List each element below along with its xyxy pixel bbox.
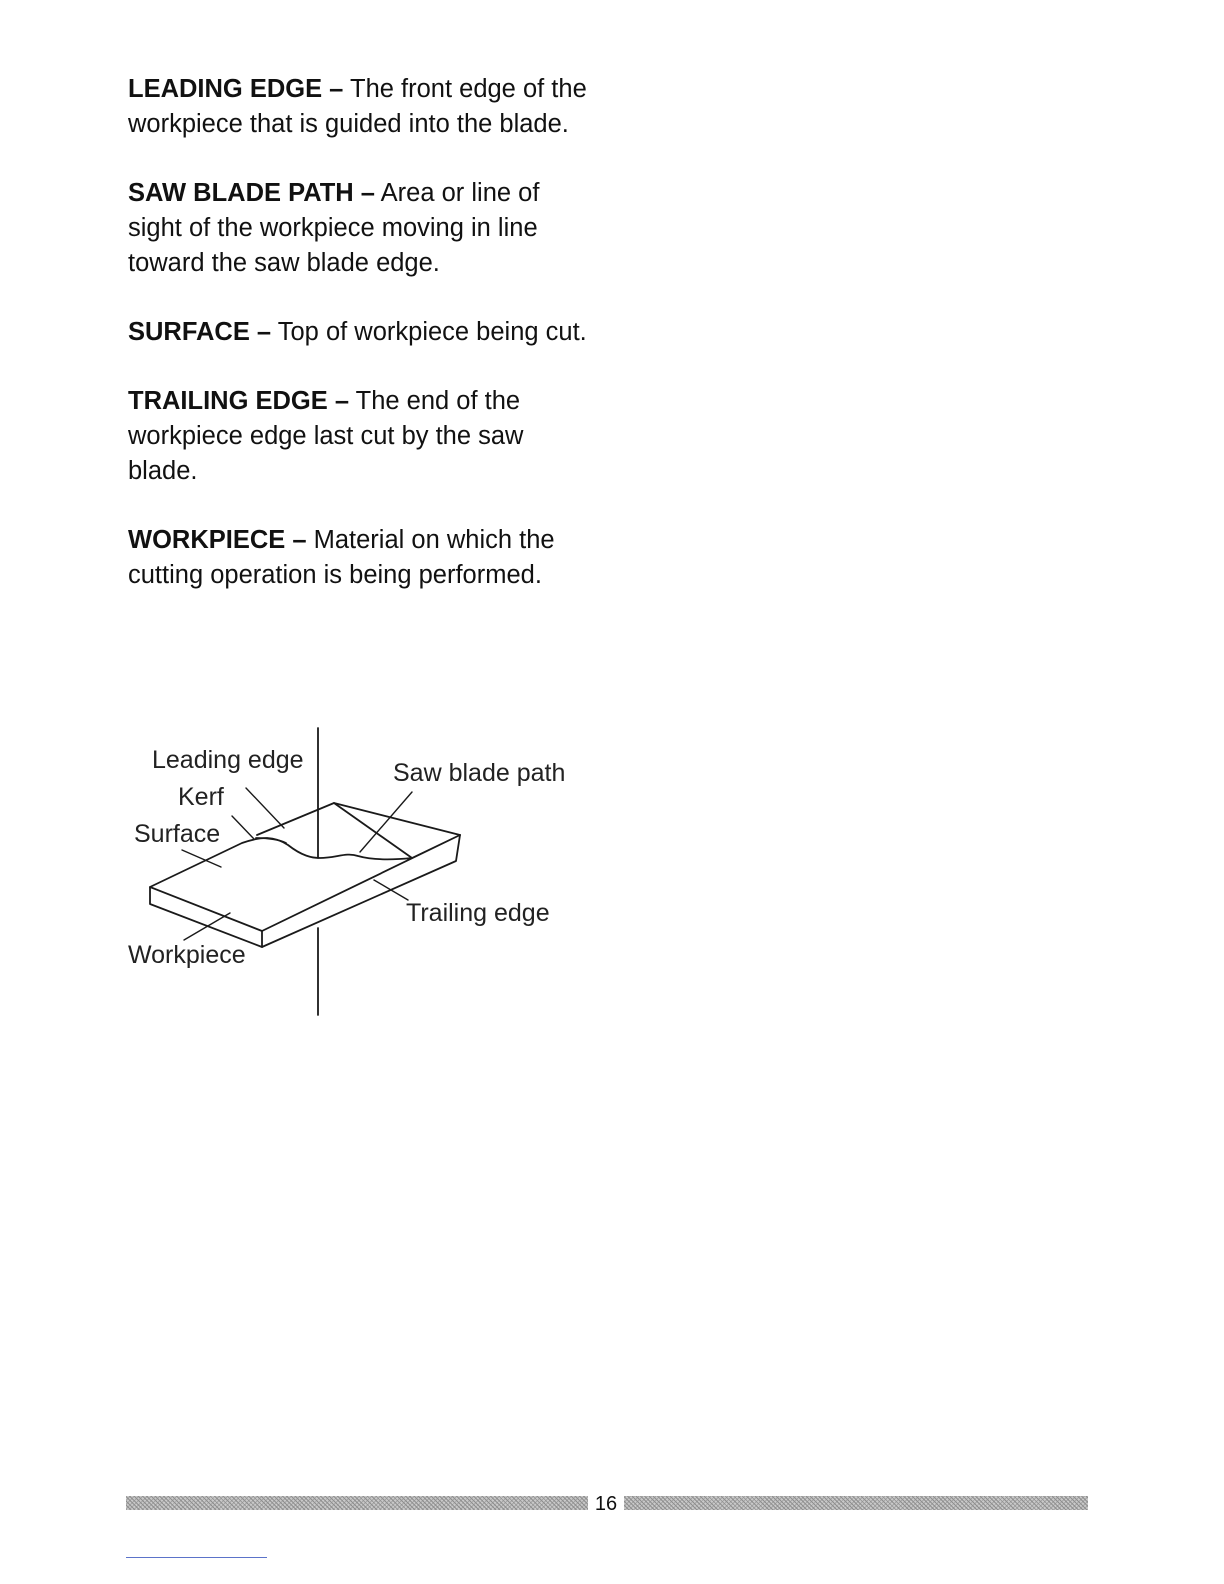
term: LEADING EDGE – [128, 75, 344, 103]
definition-text: The end of the workpiece edge last cut by the saw blade. [128, 387, 524, 485]
term: WORKPIECE – [128, 526, 307, 554]
workpiece-diagram [120, 720, 590, 1020]
label-surface: Surface [134, 820, 221, 848]
leader-surface [182, 850, 221, 867]
definition-surface [128, 315, 588, 350]
footer-band-left [126, 1496, 588, 1510]
definition-text: The front edge of the workpiece that is guided into the blade. [128, 75, 587, 138]
leader-kerf [232, 816, 254, 839]
footer-band-right [624, 1496, 1088, 1510]
leader-trailing-edge [374, 880, 408, 900]
leader-saw-blade-path [360, 792, 412, 852]
definition-workpiece [128, 523, 588, 593]
board-front-face [150, 887, 262, 947]
label-kerf: Kerf [178, 783, 224, 811]
bottom-rule [126, 1557, 267, 1558]
blade-path-inner-line [334, 803, 412, 858]
leader-workpiece [184, 913, 230, 940]
page-number: 16 [594, 1493, 618, 1515]
term: SURFACE – [128, 318, 272, 346]
term: SAW BLADE PATH – [128, 179, 375, 207]
definition-trailing-edge [128, 384, 588, 489]
label-leading-edge: Leading edge [152, 746, 304, 774]
blade-path-far-edge [257, 803, 460, 835]
leader-leading-edge [246, 788, 284, 828]
label-workpiece: Workpiece [128, 941, 246, 969]
label-saw-blade-path: Saw blade path [393, 759, 566, 787]
definition-text: Area or line of sight of the workpiece moving in line toward the saw blade edge. [128, 179, 540, 277]
label-trailing-edge: Trailing edge [406, 899, 550, 927]
definition-text: Top of workpiece being cut. [271, 318, 587, 346]
term: TRAILING EDGE – [128, 387, 350, 415]
page-footer [126, 1492, 1088, 1518]
definition-text: Material on which the cutting operation is being performed. [128, 526, 555, 589]
definition-leading-edge [128, 72, 588, 142]
definition-saw-blade-path [128, 176, 588, 281]
definitions-list [128, 72, 588, 627]
